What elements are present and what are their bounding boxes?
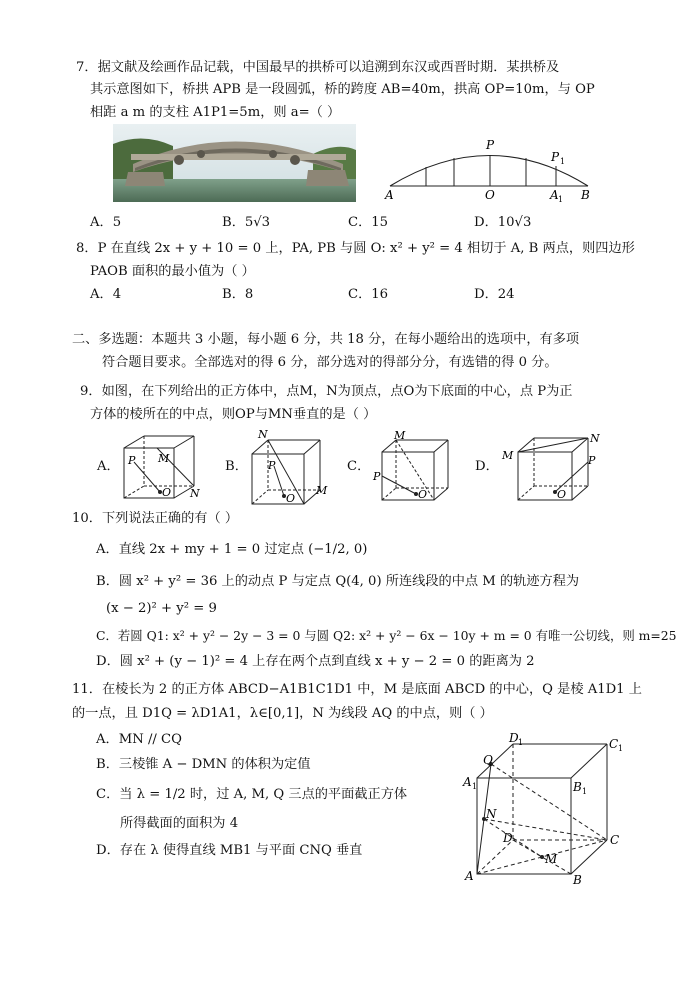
q11-label-b: B (573, 873, 582, 887)
q11-line2: 的一点，且 D1Q = λD1A1，λ∈[0,1]，N 为线段 AQ 的中点，则（ ） (72, 706, 493, 721)
q11-label-q: Q (483, 753, 493, 767)
label-A1: A (550, 188, 559, 202)
q7-line2: 其示意图如下，桥拱 APB 是一段圆弧，桥的跨度 AB=40m，拱高 OP=10m，与 OP (90, 82, 595, 97)
cube-b-figure (246, 426, 336, 508)
q8-option-a: A．4 (90, 287, 122, 302)
bridge-photo (113, 124, 356, 202)
q9-line1: 9．如图，在下列给出的正方体中，点M，N为顶点，点O为下底面的中心，点 P为正 (80, 384, 573, 399)
q9-line2: 方体的棱所在的中点，则OP与MN垂直的是（ ） (90, 407, 377, 422)
cube-d-label-m: M (502, 449, 514, 462)
q11-label-b1: B (573, 780, 582, 794)
label-B: B (581, 188, 590, 202)
cube-b-label-o: O (286, 492, 296, 505)
q9-option-a: A． (97, 459, 120, 474)
q7-option-a: A．5 (90, 215, 122, 230)
q11-option-d: D．存在 λ 使得直线 MB1 与平面 CNQ 垂直 (96, 843, 363, 858)
label-P: P (486, 138, 495, 152)
q11-label-c1: C (609, 737, 619, 751)
cube-a-figure (118, 432, 208, 502)
q8-option-b: B．8 (222, 287, 254, 302)
q11-label-d: D (503, 831, 513, 845)
q10-stem: 10．下列说法正确的有（ ） (72, 511, 239, 526)
cube-a-label-p: P (128, 454, 136, 467)
q11-label-a1: A (463, 775, 472, 789)
q10-option-d: D．圆 x² + (y − 1)² = 4 上存在两个点到直线 x + y − 2 = 0 的距离为 2 (96, 654, 535, 669)
q10-option-a: A．直线 2x + my + 1 = 0 过定点 (−1/2, 0) (96, 542, 368, 557)
label-A: A (385, 188, 394, 202)
q11-line1: 11．在棱长为 2 的正方体 ABCD−A1B1C1D1 中，M 是底面 ABCD 的中心，Q 是棱 A1D1 上 (72, 682, 642, 697)
cube-d-label-p: P (588, 454, 596, 467)
q10-option-c: C．若圆 Q1: x² + y² − 2y − 3 = 0 与圆 Q2: x² + y² − 6x − 10y + m = 0 有唯一公切线，则 m=25 (96, 628, 677, 643)
section2-rules: 符合题目要求。全部选对的得 6 分，部分选对的得部分分，有选错的得 0 分。 (102, 355, 558, 370)
cube-b-label-m: M (316, 484, 328, 497)
q11-option-a: A．MN // CQ (96, 732, 182, 747)
cube-c-label-p: P (373, 470, 381, 483)
arch-diagram (380, 135, 610, 203)
cube-c-figure (370, 428, 460, 504)
q7-option-c: C．15 (348, 215, 389, 230)
q11-option-c-line1: C．当 λ = 1/2 时，过 A, M, Q 三点的平面截正方体 (96, 787, 408, 802)
cube-d-label-n: N (590, 432, 600, 445)
q11-label-d1: D (509, 731, 519, 745)
q11-option-b: B．三棱锥 A − DMN 的体积为定值 (96, 757, 311, 772)
q11-option-c-line2: 所得截面的面积为 4 (120, 816, 239, 831)
q11-label-m: M (545, 852, 558, 866)
q11-label-b1-sub: 1 (582, 787, 588, 796)
q10-option-b-line1: B．圆 x² + y² = 36 上的动点 P 与定点 Q(4, 0) 所连线段的中点 M 的轨迹方程为 (96, 574, 580, 589)
cube-c-label-o: O (418, 488, 428, 501)
label-P1: P (551, 150, 560, 164)
q7-option-b: B．5√3 (222, 215, 271, 230)
q11-cube-figure (455, 728, 635, 888)
label-O: O (485, 188, 495, 202)
cube-a-label-m: M (158, 452, 170, 465)
q8-option-c: C．16 (348, 287, 389, 302)
q9-option-b: B． (225, 459, 248, 474)
q7-option-d: D．10√3 (474, 215, 532, 230)
cube-d-label-o: O (557, 488, 567, 501)
q7-line3: 相距 a m 的支柱 A1P1=5m，则 a=（ ） (90, 105, 341, 120)
bridge-illustration (113, 124, 356, 202)
q8-line2: PAOB 面积的最小值为（ ） (90, 264, 255, 279)
label-A1-sub: 1 (558, 195, 564, 203)
q9-option-c: C． (347, 459, 371, 474)
q11-label-c: C (610, 833, 620, 847)
cube-a-label-o: O (162, 486, 172, 499)
q11-label-a: A (465, 869, 474, 883)
cube-b-label-n: N (258, 428, 268, 441)
section2-heading: 二、多选题：本题共 3 小题，每小题 6 分，共 18 分，在每小题给出的选项中，有多项 (72, 332, 580, 347)
cube-b-label-p: P (268, 459, 276, 472)
q7-line1: 7．据文献及绘画作品记载，中国最早的拱桥可以追溯到东汉或西晋时期．某拱桥及 (76, 60, 560, 75)
q11-label-c1-sub: 1 (618, 744, 624, 753)
q11-label-a1-sub: 1 (472, 782, 478, 791)
q8-line1: 8．P 在直线 2x + y + 10 = 0 上，PA, PB 与圆 O: x² + y² = 4 相切于 A, B 两点，则四边形 (76, 241, 635, 256)
q9-option-d: D． (475, 459, 499, 474)
label-P1-sub: 1 (560, 157, 566, 166)
q11-label-n: N (486, 807, 497, 821)
cube-a-label-n: N (190, 487, 200, 500)
cube-d-figure (500, 428, 610, 504)
q10-option-b-line2: (x − 2)² + y² = 9 (106, 601, 217, 616)
cube-c-label-m: M (394, 429, 406, 442)
q11-label-d1-sub: 1 (518, 738, 524, 747)
q8-option-d: D．24 (474, 287, 515, 302)
